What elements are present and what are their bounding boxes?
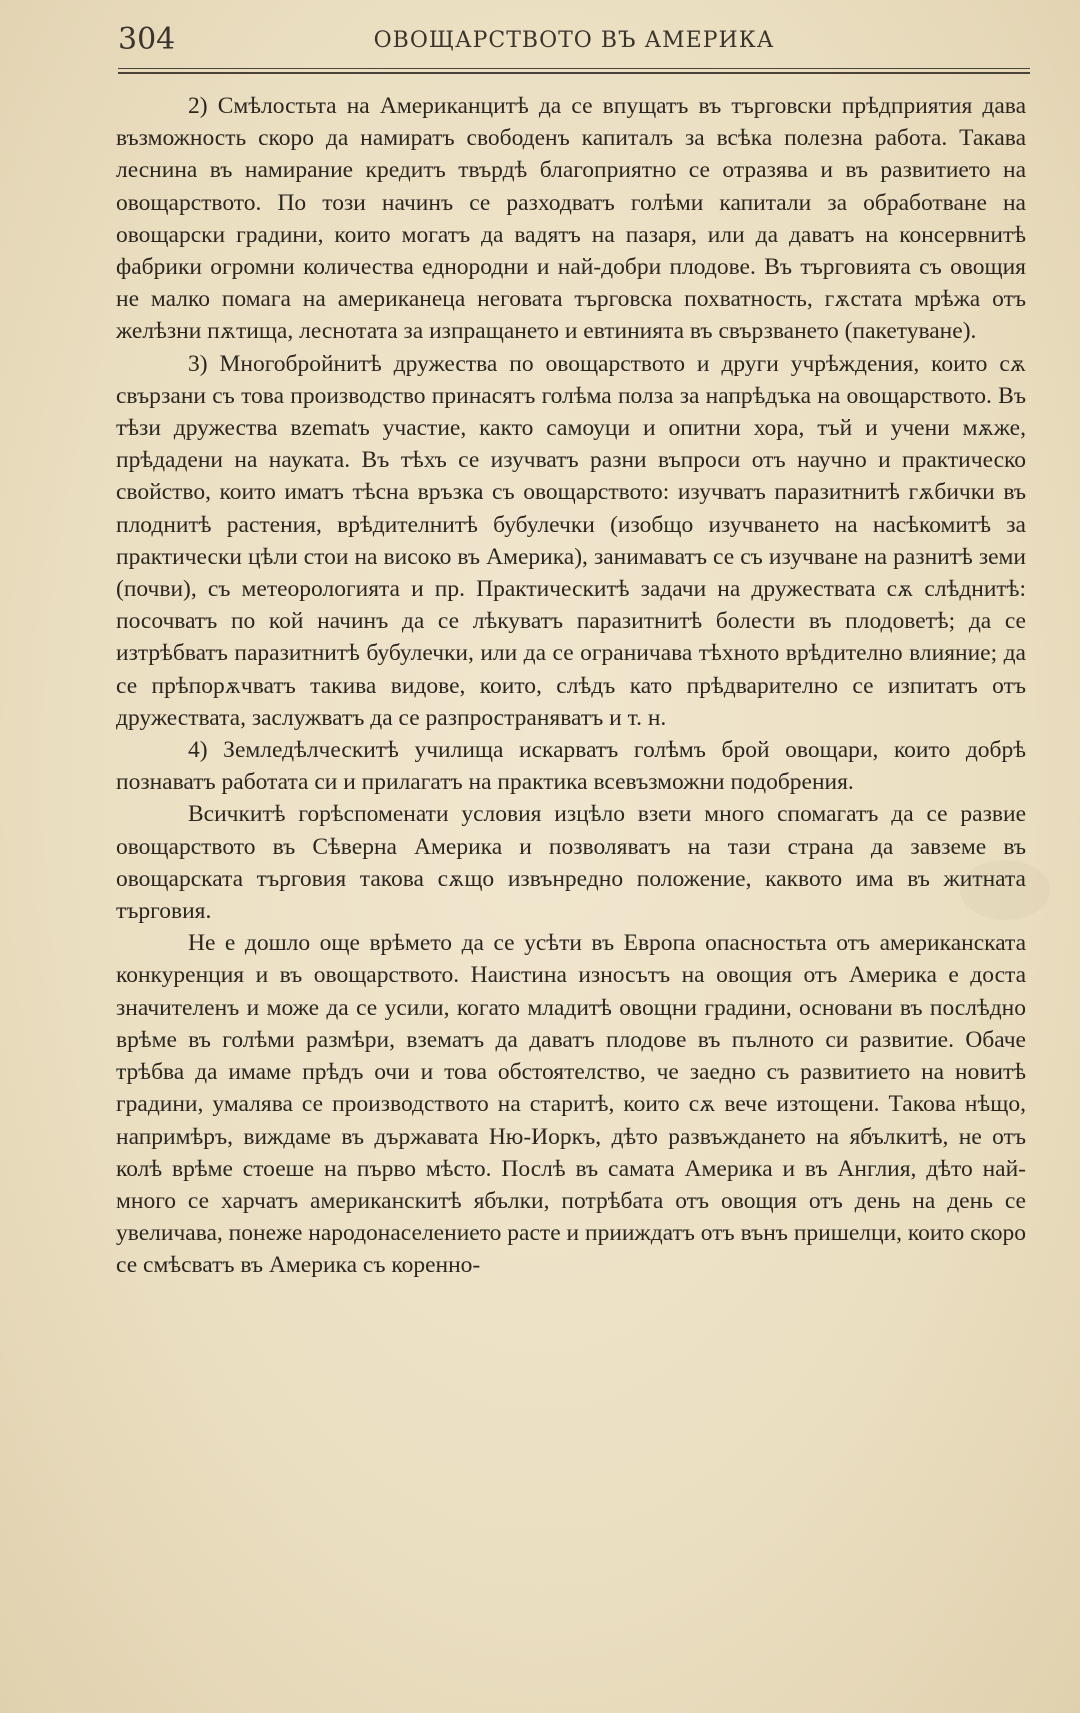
header-rule-thin bbox=[118, 68, 1030, 69]
page-header bbox=[118, 22, 1030, 66]
paragraph-summary: Всичкитѣ горѣспоменати условия изцѣло взети много спомагатъ да се развие овощарството въ Сѣверна Америка и позволяватъ на тази страна да завземе въ овощарската търговия такова сѫщо извънредно положение, каквото има въ житната търговия. bbox=[116, 801, 1026, 925]
paragraph-competition: Не е дошло още врѣмето да се усѣти въ Европа опасностьта отъ американската конкуренция и въ овощарството. Наистина износътъ на овощия отъ Америка е доста значителенъ и може да се усили, когато младитѣ овощни градини, основани въ послѣдно врѣме въ голѣми размѣри, взематъ да даватъ плодове въ пълното си развитие. Обаче трѣбва да имаме прѣдъ очи и това обстоятелство, че заедно съ развитието на новитѣ градини, умалява се производството на старитѣ, които сѫ вече изтощени. Такова нѣщо, напримѣръ, виждаме въ държавата Ню-Иоркъ, дѣто развъждането на ябълкитѣ, не отъ колѣ врѣме стоеше на първо мѣсто. Послѣ въ самата Америка и въ Англия, дѣто най-много се харчатъ американскитѣ ябълки, потрѣбата отъ овощия отъ день на день се увеличава, понеже народонаселението расте и прииждатъ отъ вънъ пришелци, които скоро се смѣсватъ въ Америка съ коренно- bbox=[116, 930, 1026, 1279]
page-number: 304 bbox=[118, 22, 176, 57]
paragraph-4: 4) Земледѣлческитѣ училища искарватъ голѣмъ брой овощари, които добрѣ познаватъ работата си и прилагатъ на практика всевъзможни подобрения. bbox=[116, 737, 1026, 796]
header-rule-thick bbox=[118, 72, 1030, 74]
body-text bbox=[116, 90, 1026, 1282]
paragraph-2: 2) Смѣлостьта на Американцитѣ да се впущатъ въ търговски прѣдприятия дава възможность скоро да намиратъ свободенъ капиталъ за всѣка полезна работа. Такава леснина въ намирание кредитъ твърдѣ благоприятно се отразява и въ развитието на овощарството. По този начинъ се разходватъ голѣми капитали за обработване на овощарски градини, които могатъ да вадятъ на пазаря, или да даватъ на консервнитѣ фабрики огромни количества еднородни и най-добри плодове. Въ търговията съ овощия не малко помага на американеца неговата търговска похватность, гѫстата мрѣжа отъ желѣзни пѫтища, леснотата за изпращането и евтинията въ свързването (пакетуване). bbox=[116, 93, 1026, 345]
paragraph-3: 3) Многобройнитѣ дружества по овощарството и други учрѣждения, които сѫ свързани съ това производство принасятъ голѣма полза за напрѣдъка на овощарството. Въ тѣзи дружества вzematъ участие, както самоуци и опитни хора, тъй и учени мѫже, прѣдадени на науката. Въ тѣхъ се изучватъ разни въпроси отъ научно и практическо свойство, които иматъ тѣсна връзка съ овощарството: изучватъ паразитнитѣ гѫбички въ плоднитѣ растения, врѣдителнитѣ бубулечки (изобщо изучването на насѣкомитѣ за практически цѣли стои на високо въ Америка), занимаватъ се съ изучване на разнитѣ земи (почви), съ метеорологията и пр. Практическитѣ задачи на дружествата сѫ слѣднитѣ: посочватъ по кой начинъ да се лѣкуватъ паразитнитѣ болести въ плодоветѣ; да се изтрѣбватъ паразитнитѣ бубулечки, или да се ограничава тѣхното врѣдително влияние; да се прѣпорѫчватъ такива видове, които, слѣдъ като прѣдварително се изпитатъ отъ дружествата, заслужватъ да се разпространяватъ и т. н. bbox=[116, 350, 1026, 731]
running-title: ОВОЩАРСТВОТО ВЪ АМЕРИКА bbox=[373, 28, 775, 53]
